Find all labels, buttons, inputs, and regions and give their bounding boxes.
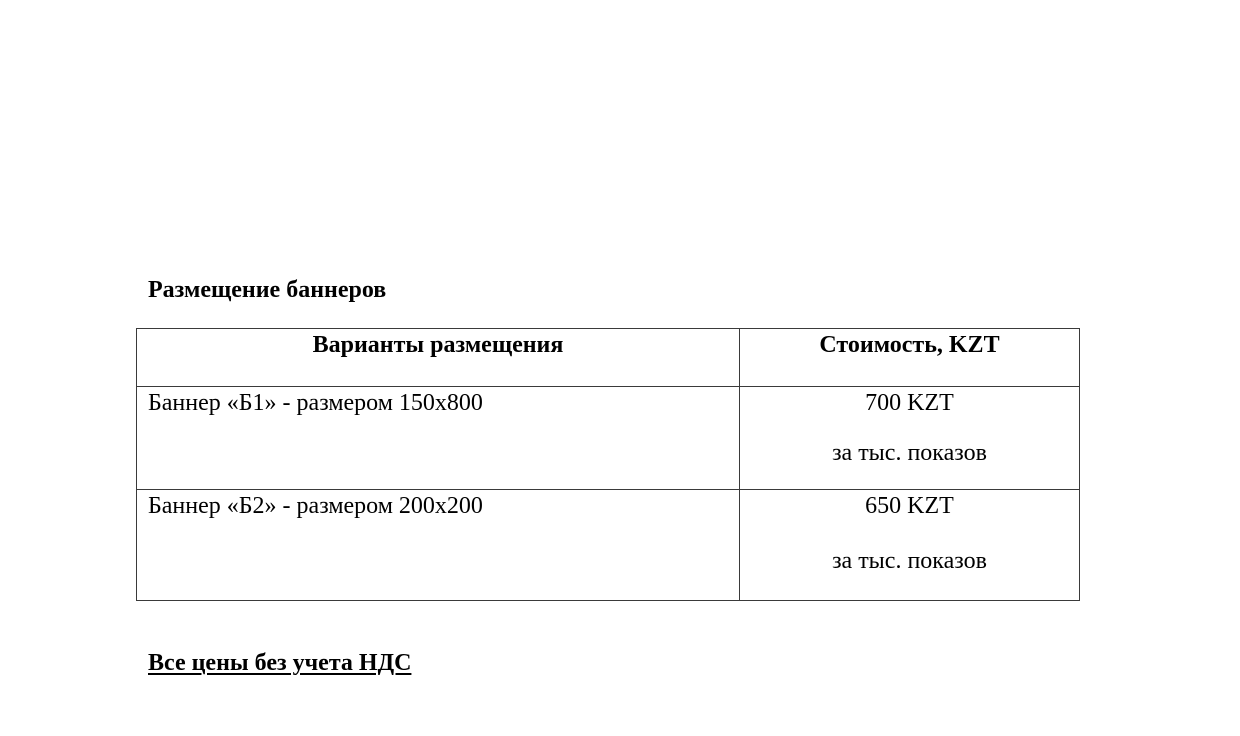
- vat-note: Все цены без учета НДС: [148, 650, 412, 676]
- price-unit: за тыс. показов: [832, 440, 987, 466]
- price-cell: [740, 387, 1080, 490]
- option-cell: Баннер «Б2» - размером 200х200: [137, 490, 740, 601]
- price-amount: 700 KZT: [865, 390, 954, 416]
- table-row: [137, 387, 1080, 490]
- table-header-row: [137, 329, 1080, 387]
- price-unit: за тыс. показов: [832, 548, 987, 574]
- column-header-cost: Стоимость, KZT: [740, 329, 1080, 387]
- table-row: [137, 490, 1080, 601]
- price-amount: 650 KZT: [865, 493, 954, 519]
- option-cell: Баннер «Б1» - размером 150х800: [137, 387, 740, 490]
- pricing-table: [136, 328, 1080, 601]
- price-cell: [740, 490, 1080, 601]
- column-header-options: Варианты размещения: [137, 329, 740, 387]
- section-heading: Размещение баннеров: [148, 277, 387, 303]
